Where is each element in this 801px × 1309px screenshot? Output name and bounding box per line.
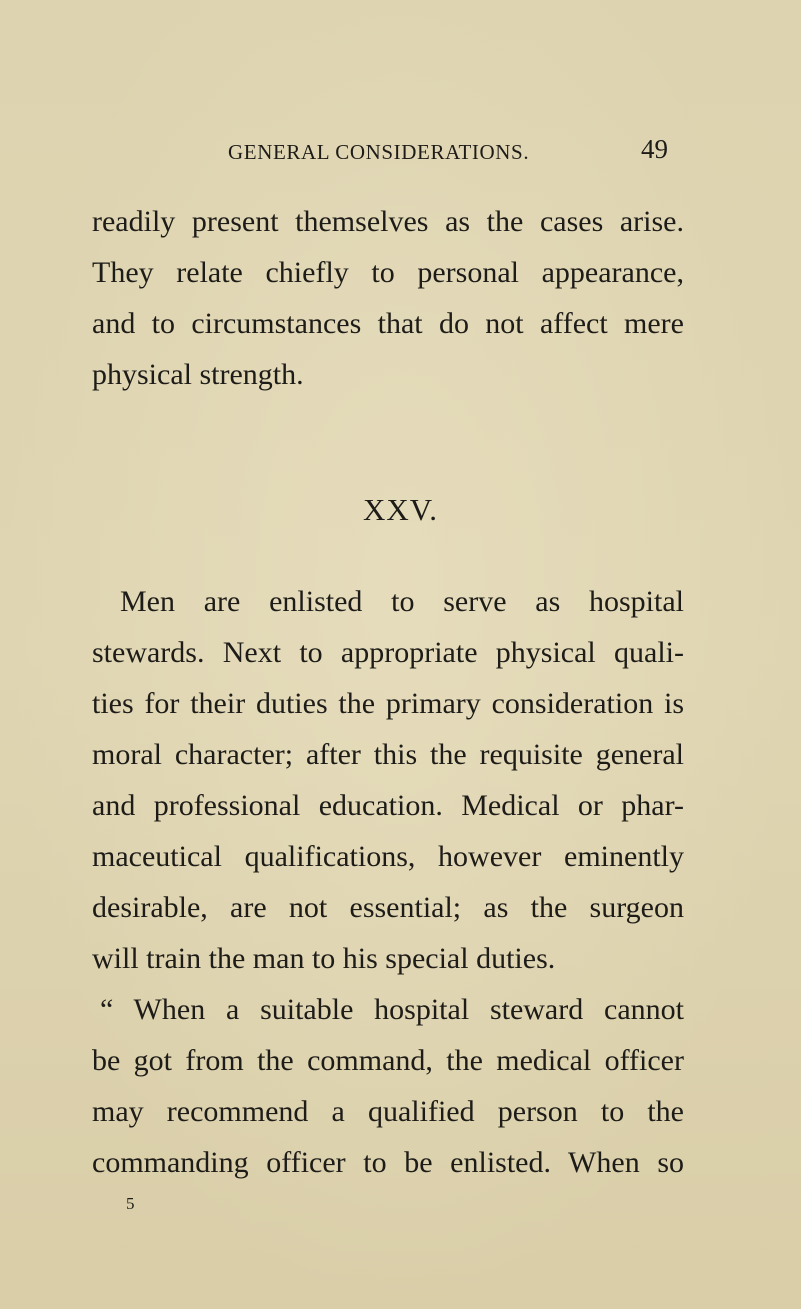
- running-head: [0, 134, 801, 174]
- text-line: ties for their duties the primary consideration is: [92, 687, 684, 720]
- running-head-title: GENERAL CONSIDERATIONS.: [228, 140, 530, 164]
- text-line: “ When a suitable hospital steward cannot: [100, 993, 684, 1026]
- text-line: desirable, are not essential; as the surgeon: [92, 891, 684, 924]
- signature-mark: 5: [126, 1194, 135, 1213]
- text-line: moral character; after this the requisite general: [92, 738, 684, 771]
- text-line: commanding officer to be enlisted. When so: [92, 1146, 684, 1179]
- text-line: maceutical qualifications, however eminently: [92, 840, 684, 873]
- text-line: and professional education. Medical or phar-: [92, 789, 684, 822]
- page-number: 49: [641, 134, 668, 164]
- text-line: Men are enlisted to serve as hospital: [120, 585, 684, 618]
- text-line: readily present themselves as the cases arise.: [92, 205, 684, 238]
- text-line: be got from the command, the medical officer: [92, 1044, 684, 1077]
- text-line: may recommend a qualified person to the: [92, 1095, 684, 1128]
- text-line: They relate chiefly to personal appearance,: [92, 256, 684, 289]
- text-line: and to circumstances that do not affect mere: [92, 307, 684, 340]
- text-line: will train the man to his special duties.: [92, 942, 556, 975]
- section-heading: XXV.: [363, 492, 438, 527]
- text-line: stewards. Next to appropriate physical quali-: [92, 636, 684, 669]
- text-line: physical strength.: [92, 358, 304, 391]
